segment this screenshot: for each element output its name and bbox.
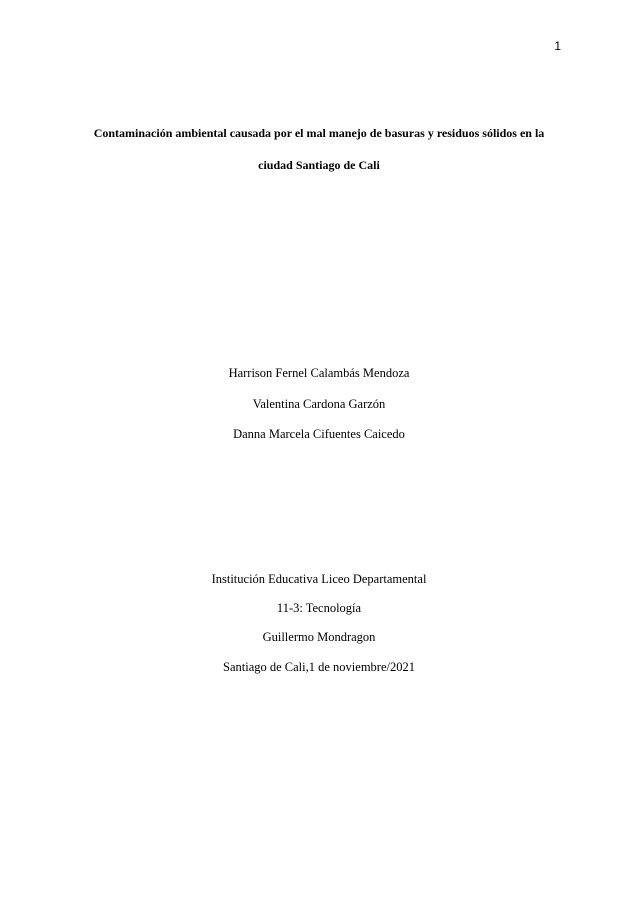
title-line-1: Contaminación ambiental causada por el mal manejo de basuras y residuos sólidos en la	[93, 126, 545, 140]
page-number: 1	[554, 39, 561, 53]
author-2: Valentina Cardona Garzón	[252, 397, 386, 411]
title-line-2: ciudad Santiago de Cali	[258, 158, 380, 172]
course: 11-3: Tecnología	[276, 601, 362, 615]
institution-name: Institución Educativa Liceo Departamental	[211, 572, 427, 586]
author-3: Danna Marcela Cifuentes Caicedo	[233, 427, 405, 441]
author-1: Harrison Fernel Calambás Mendoza	[228, 366, 410, 380]
teacher-name: Guillermo Mondragon	[262, 630, 376, 644]
place-date: Santiago de Cali,1 de noviembre/2021	[223, 660, 415, 674]
